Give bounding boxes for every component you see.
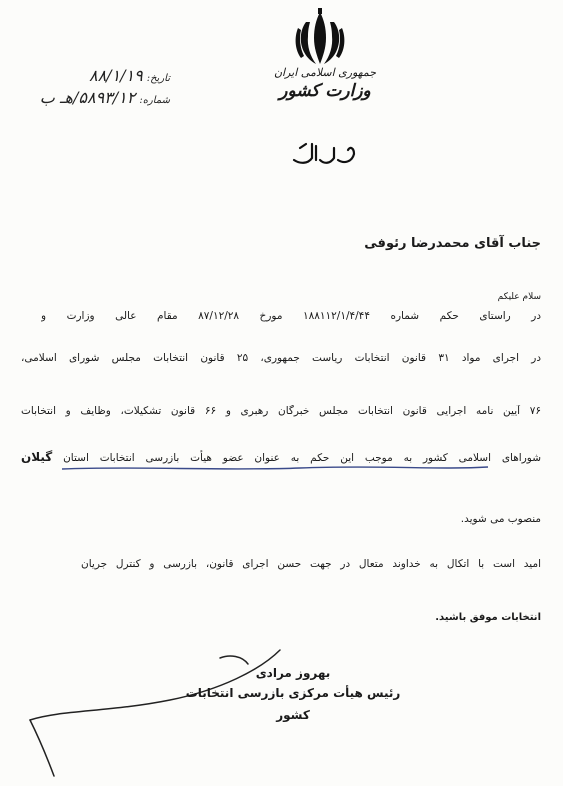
signer-name: بهروز مرادی	[255, 666, 331, 680]
signer-title: رئیس هیأت مرکزی بازرسی انتخابات کشور	[185, 686, 401, 722]
signer-block	[173, 664, 413, 726]
pen-underline	[60, 463, 490, 473]
recipient-name: جناب آقای محمدرضا رئوفی	[364, 236, 541, 251]
number-value: ۵۸۹۳/۱۲/هـ ب	[39, 88, 136, 107]
province-name: گیلان	[21, 450, 53, 464]
body-line-1: در راستای حکم شماره ۱۸۸۱۱۲/۱/۴/۴۴ مورخ ۸۷/۱۲/۲۸ مقام عالی وزارت و	[41, 310, 541, 322]
body-line-3: ۷۶ آیین نامه اجرایی قانون انتخابات مجلس خبرگان رهبری و ۶۶ قانون تشکیلات، وظایف و انتخابات	[21, 405, 541, 417]
closing-line: انتخابات موفق باشید.	[435, 612, 541, 623]
body-line-4	[21, 450, 541, 464]
date-number-block	[10, 66, 170, 110]
number-label: شماره:	[139, 95, 170, 106]
besmellah-calligraphy	[290, 138, 360, 168]
republic-name: جمهوری اسلامی ایران	[273, 66, 377, 79]
ministry-name: وزارت کشور	[279, 81, 371, 101]
body-line-6: امید است با اتکال به خداوند متعال در جهت حسن اجرای قانون، بازرسی و کنترل جریان	[81, 558, 541, 570]
date-label: تاریخ:	[146, 73, 170, 84]
greeting: سلام علیکم	[497, 292, 541, 302]
date-row	[10, 66, 170, 88]
number-row	[10, 88, 170, 110]
body-line-5: منصوب می شوید.	[460, 513, 541, 525]
body-line-2: در اجرای مواد ۳۱ قانون انتخابات ریاست جمهوری، ۲۵ قانون انتخابات مجلس شورای اسلامی،	[21, 352, 541, 364]
date-value: ۸۸/۱/۱۹	[88, 66, 143, 85]
iran-emblem-icon	[292, 8, 348, 68]
body-line-4-text: شوراهای اسلامی کشور به موجب این حکم به عنوان عضو هیأت بازرسی انتخابات استان	[63, 452, 541, 464]
ministry-header	[250, 66, 400, 102]
